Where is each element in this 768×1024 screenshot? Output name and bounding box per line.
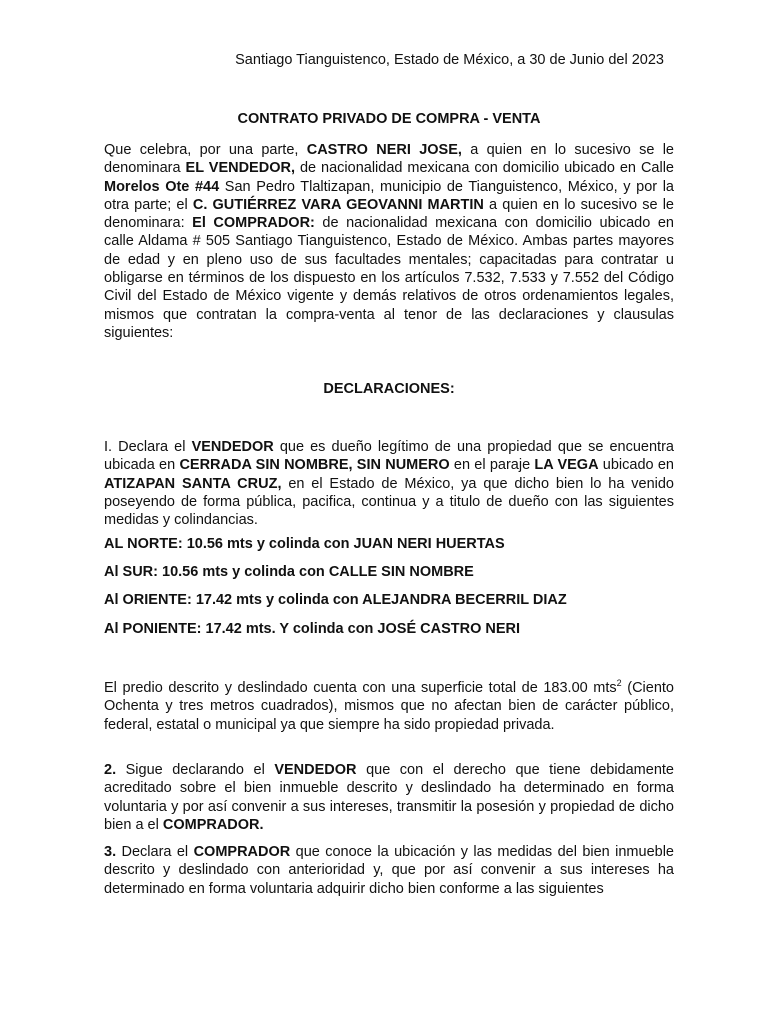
seller-role: EL VENDEDOR,: [185, 160, 295, 177]
buyer-label: COMPRADOR.: [162, 816, 264, 833]
surface-text: (Ciento Ochenta y tres metros cuadrados), mismos que no afectan bien de carácter público, federal, estatal o municipal ya que siempre ha sido propiedad privada.: [104, 680, 674, 733]
buyer-role: El COMPRADOR:: [192, 215, 315, 232]
boundary-south: Al SUR: 10.56 mts y colinda con CALLE SIN NOMBRE: [104, 564, 474, 580]
seller-label: VENDEDOR: [274, 762, 357, 778]
property-town: ATIZAPAN SANTA CRUZ,: [104, 475, 282, 492]
contract-title: CONTRATO PRIVADO DE COMPRA - VENTA: [237, 111, 541, 127]
boundary-north: AL NORTE: 10.56 mts y colinda con JUAN NERI HUERTAS: [104, 536, 505, 552]
property-place: LA VEGA: [534, 457, 599, 474]
declaration-text: que es dueño legítimo de una propiedad que se encuentra ubicada en: [104, 439, 674, 474]
intro-text: de nacionalidad mexicana con domicilio ubicado en Calle: [294, 160, 675, 177]
intro-text: a quien en lo sucesivo se le denominara:: [104, 196, 674, 232]
declaration-number: 2.: [104, 762, 117, 778]
intro-text: Que celebra, por una parte,: [104, 142, 307, 158]
declaration-text: que con el derecho que tiene debidamente acreditado sobre el bien inmueble descrito y deslindado ha determinado en forma voluntaria y por así convenir a sus intereses, transmitir la posesión y propiedad de dicho bien a el: [104, 762, 674, 833]
declaration-text: en el Estado de México, ya que dicho bien lo ha venido poseyendo de forma pública, pacifica, continua y a titulo de dueño con las siguientes medidas y colindancias.: [104, 475, 674, 529]
declaration-1-paragraph: [104, 438, 674, 529]
declaration-3-paragraph: [104, 843, 674, 898]
declaration-text: ubicado en: [598, 457, 674, 474]
declaration-text: en el paraje: [449, 457, 535, 474]
declaration-2-paragraph: [104, 761, 674, 834]
seller-address: Morelos Ote #44: [104, 178, 220, 195]
intro-text: San Pedro Tlaltizapan, municipio de Tianguistenco, México, y por la otra parte; el: [104, 178, 674, 213]
property-street: CERRADA SIN NOMBRE, SIN NUMERO: [179, 457, 450, 474]
declaration-text: I. Declara el: [104, 439, 192, 455]
declaration-number: 3.: [104, 844, 117, 860]
superscript: 2: [616, 678, 622, 689]
declarations-heading: DECLARACIONES:: [323, 381, 455, 397]
intro-text: de nacionalidad mexicana con domicilio ubicado en calle Aldama # 505 Santiago Tianguistenco, Estado de México. Ambas partes mayores de edad y en pleno uso de sus facultades mentales; capacitadas para contratar u obligarse en términos de los dispuesto en los artículos 7.532, 7.533 y 7.552 del Código Civil del Estado de México vigente y demás relativos de otros ordenamientos legales, mismos que contratan la compra-venta al tenor de las declaraciones y clausulas siguientes:: [104, 215, 674, 341]
buyer-name: C. GUTIÉRREZ VARA GEOVANNI MARTIN: [192, 196, 484, 213]
boundary-east: Al ORIENTE: 17.42 mts y colinda con ALEJANDRA BECERRIL DIAZ: [104, 592, 567, 608]
buyer-label: COMPRADOR: [193, 844, 291, 860]
intro-paragraph: [104, 141, 674, 342]
declaration-text: Sigue declarando el: [116, 762, 275, 778]
seller-name: CASTRO NERI JOSE,: [306, 142, 462, 158]
surface-paragraph: [104, 679, 674, 734]
dateline: Santiago Tianguistenco, Estado de México, a 30 de Junio del 2023: [235, 52, 664, 68]
seller-label: VENDEDOR: [191, 439, 274, 455]
document-page: [104, 0, 674, 1024]
surface-text: El predio descrito y deslindado cuenta con una superficie total de 183.00 mts: [104, 680, 617, 696]
declaration-text: que conoce la ubicación y las medidas del bien inmueble descrito y deslindado con anterioridad y, que por así convenir a sus intereses ha determinado en forma voluntaria adquirir dicho bien conforme a las siguientes: [104, 844, 674, 897]
intro-text: a quien en lo sucesivo se le denominara: [104, 142, 674, 177]
boundary-west: Al PONIENTE: 17.42 mts. Y colinda con JOSÉ CASTRO NERI: [104, 621, 521, 637]
declaration-text: Declara el: [116, 844, 194, 860]
